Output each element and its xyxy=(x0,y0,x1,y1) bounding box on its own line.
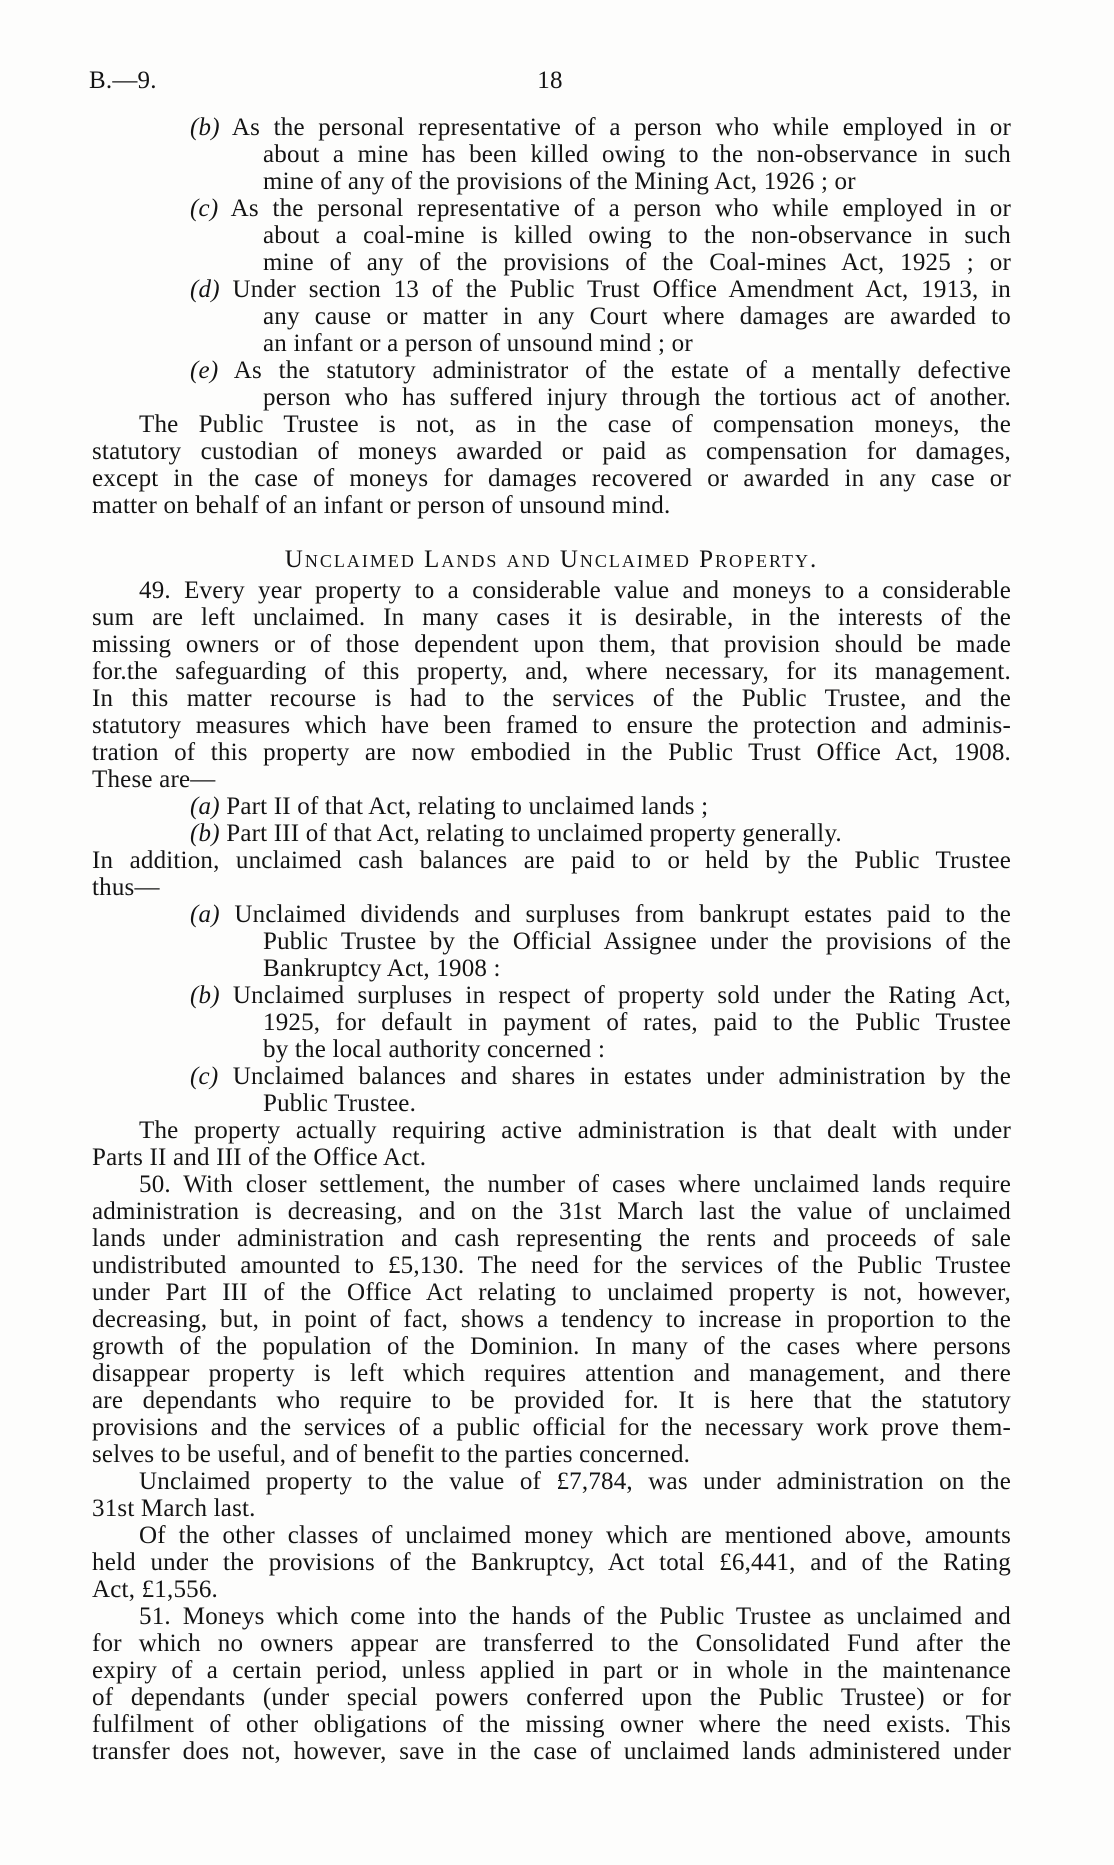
text-line: The Public Trustee is not, as in the case of compensation moneys, the xyxy=(139,411,1011,438)
text-line: undistributed amounted to £5,130. The need for the services of the Public Trustee xyxy=(92,1252,1011,1279)
text-line: decreasing, but, in point of fact, shows a tendency to increase in proportion to the xyxy=(92,1306,1011,1333)
text-line xyxy=(92,982,1011,1009)
text-line: 1925, for default in payment of rates, paid to the Public Trustee xyxy=(263,1009,1011,1036)
paragraph-unclaimed-value xyxy=(92,1468,1011,1522)
paragraph-addition xyxy=(92,847,1011,901)
text-line: Parts II and III of the Office Act. xyxy=(92,1144,427,1171)
text-line: missing owners or of those dependent upon them, that provision should be made xyxy=(92,631,1011,658)
text-line: statutory measures which have been framed to ensure the protection and adminis- xyxy=(92,712,1011,739)
text-line: 31st March last. xyxy=(92,1495,256,1522)
text-line xyxy=(92,1063,1011,1090)
item-text: As the personal representative of a person who while employed in or xyxy=(230,195,1012,222)
text-line: The property actually requiring active administration is that dealt with under xyxy=(139,1117,1011,1144)
text-line: matter on behalf of an infant or person of unsound mind. xyxy=(92,492,671,519)
paragraph-49 xyxy=(92,577,1011,793)
text-line xyxy=(92,357,1011,384)
text-line: sum are left unclaimed. In many cases it is desirable, in the interests of the xyxy=(92,604,1011,631)
item-label: (b) xyxy=(190,114,220,141)
text-line: expiry of a certain period, unless applied in part or in whole in the maintenance xyxy=(92,1657,1011,1684)
paragraph-active xyxy=(92,1117,1011,1171)
text-line: statutory custodian of moneys awarded or paid as compensation for damages, xyxy=(92,438,1011,465)
list-item xyxy=(92,901,1011,982)
cash-list xyxy=(92,901,1011,1117)
text-line: Bankruptcy Act, 1908 : xyxy=(263,955,501,982)
list-item xyxy=(92,1063,1011,1117)
text-line: Public Trustee. xyxy=(263,1090,417,1117)
paragraph-other-classes xyxy=(92,1522,1011,1603)
text-line: Of the other classes of unclaimed money which are mentioned above, amounts xyxy=(139,1522,1011,1549)
text-line: held under the provisions of the Bankruptcy, Act total £6,441, and of the Rating xyxy=(92,1549,1011,1576)
text-line xyxy=(92,793,1011,820)
item-text: Part III of that Act, relating to unclaimed property generally. xyxy=(226,820,842,847)
text-line xyxy=(92,195,1011,222)
text-line: for which no owners appear are transferred to the Consolidated Fund after the xyxy=(92,1630,1011,1657)
text-line xyxy=(92,276,1011,303)
list-item xyxy=(92,793,1011,820)
list-item xyxy=(92,820,1011,847)
report-reference: B.—9. xyxy=(89,67,157,94)
text-line: about a mine has been killed owing to the non-observance in such xyxy=(263,141,1011,168)
text-line: by the local authority concerned : xyxy=(263,1036,606,1063)
list-item xyxy=(92,357,1011,411)
text-line: In this matter recourse is had to the services of the Public Trustee, and the xyxy=(92,685,1011,712)
text-line: lands under administration and cash representing the rents and proceeds of sale xyxy=(92,1225,1011,1252)
text-line: provisions and the services of a public official for the necessary work prove them- xyxy=(92,1414,1011,1441)
paragraph-50 xyxy=(92,1171,1011,1468)
list-item xyxy=(92,195,1011,276)
page-body xyxy=(92,114,1011,1765)
text-line: for.the safeguarding of this property, and, where necessary, for its management. xyxy=(92,658,1011,685)
text-line: thus— xyxy=(92,874,160,901)
item-label: (a) xyxy=(190,793,220,820)
text-line: In addition, unclaimed cash balances are paid to or held by the Public Trustee xyxy=(92,847,1011,874)
paragraph-51 xyxy=(92,1603,1011,1765)
item-text: Part II of that Act, relating to unclaimed lands ; xyxy=(226,793,709,820)
text-line: about a coal-mine is killed owing to the non-observance in such xyxy=(263,222,1011,249)
list-item xyxy=(92,114,1011,195)
text-line: growth of the population of the Dominion. In many of the cases where persons xyxy=(92,1333,1011,1360)
item-label: (c) xyxy=(190,1063,219,1090)
item-label: (e) xyxy=(190,357,219,384)
text-line: an infant or a person of unsound mind ; or xyxy=(263,330,693,357)
text-line: any cause or matter in any Court where damages are awarded to xyxy=(263,303,1011,330)
text-line: 51. Moneys which come into the hands of the Public Trustee as unclaimed and xyxy=(139,1603,1011,1630)
text-line: person who has suffered injury through the tortious act of another. xyxy=(263,384,1011,411)
text-line xyxy=(92,114,1011,141)
text-line: of dependants (under special powers conferred upon the Public Trustee) or for xyxy=(92,1684,1011,1711)
damages-list xyxy=(92,114,1011,411)
text-line: except in the case of moneys for damages recovered or awarded in any case or xyxy=(92,465,1011,492)
text-line: mine of any of the provisions of the Coal-mines Act, 1925 ; or xyxy=(263,249,1011,276)
text-line xyxy=(92,901,1011,928)
list-item xyxy=(92,982,1011,1063)
text-line: under Part III of the Office Act relating to unclaimed property is not, however, xyxy=(92,1279,1011,1306)
text-line: selves to be useful, and of benefit to the parties concerned. xyxy=(92,1441,691,1468)
item-text: As the statutory administrator of the estate of a mentally defective xyxy=(233,357,1011,384)
item-text: Unclaimed dividends and surpluses from bankrupt estates paid to the xyxy=(234,901,1011,928)
item-text: Unclaimed balances and shares in estates under administration by the xyxy=(232,1063,1011,1090)
text-line: Public Trustee by the Official Assignee under the provisions of the xyxy=(263,928,1011,955)
page-header xyxy=(89,67,1011,94)
text-line: 49. Every year property to a considerable value and moneys to a considerable xyxy=(139,577,1011,604)
text-line: 50. With closer settlement, the number of cases where unclaimed lands require xyxy=(139,1171,1011,1198)
page-number: 18 xyxy=(537,67,563,94)
item-label: (d) xyxy=(190,276,220,303)
text-line: administration is decreasing, and on the 31st March last the value of unclaimed xyxy=(92,1198,1011,1225)
item-text: Unclaimed surpluses in respect of property sold under the Rating Act, xyxy=(232,982,1011,1009)
section-heading: Unclaimed Lands and Unclaimed Property. xyxy=(284,546,819,573)
text-line: transfer does not, however, save in the case of unclaimed lands administered under xyxy=(92,1738,1011,1765)
item-label: (a) xyxy=(190,901,220,928)
list-item xyxy=(92,276,1011,357)
text-line: fulfilment of other obligations of the missing owner where the need exists. This xyxy=(92,1711,1011,1738)
item-text: Under section 13 of the Public Trust Office Amendment Act, 1913, in xyxy=(232,276,1011,303)
parts-list xyxy=(92,793,1011,847)
text-line: tration of this property are now embodied in the Public Trust Office Act, 1908. xyxy=(92,739,1011,766)
text-line: Act, £1,556. xyxy=(92,1576,218,1603)
item-label: (c) xyxy=(190,195,219,222)
text-line xyxy=(92,820,1011,847)
text-line: Unclaimed property to the value of £7,784, was under administration on the xyxy=(139,1468,1011,1495)
text-line: These are— xyxy=(92,766,216,793)
paragraph-custodian xyxy=(92,411,1011,519)
text-line: mine of any of the provisions of the Mining Act, 1926 ; or xyxy=(263,168,856,195)
item-label: (b) xyxy=(190,820,220,847)
text-line: disappear property is left which requires attention and management, and there xyxy=(92,1360,1011,1387)
text-line: are dependants who require to be provided for. It is here that the statutory xyxy=(92,1387,1011,1414)
item-label: (b) xyxy=(190,982,220,1009)
item-text: As the personal representative of a person who while employed in or xyxy=(231,114,1011,141)
